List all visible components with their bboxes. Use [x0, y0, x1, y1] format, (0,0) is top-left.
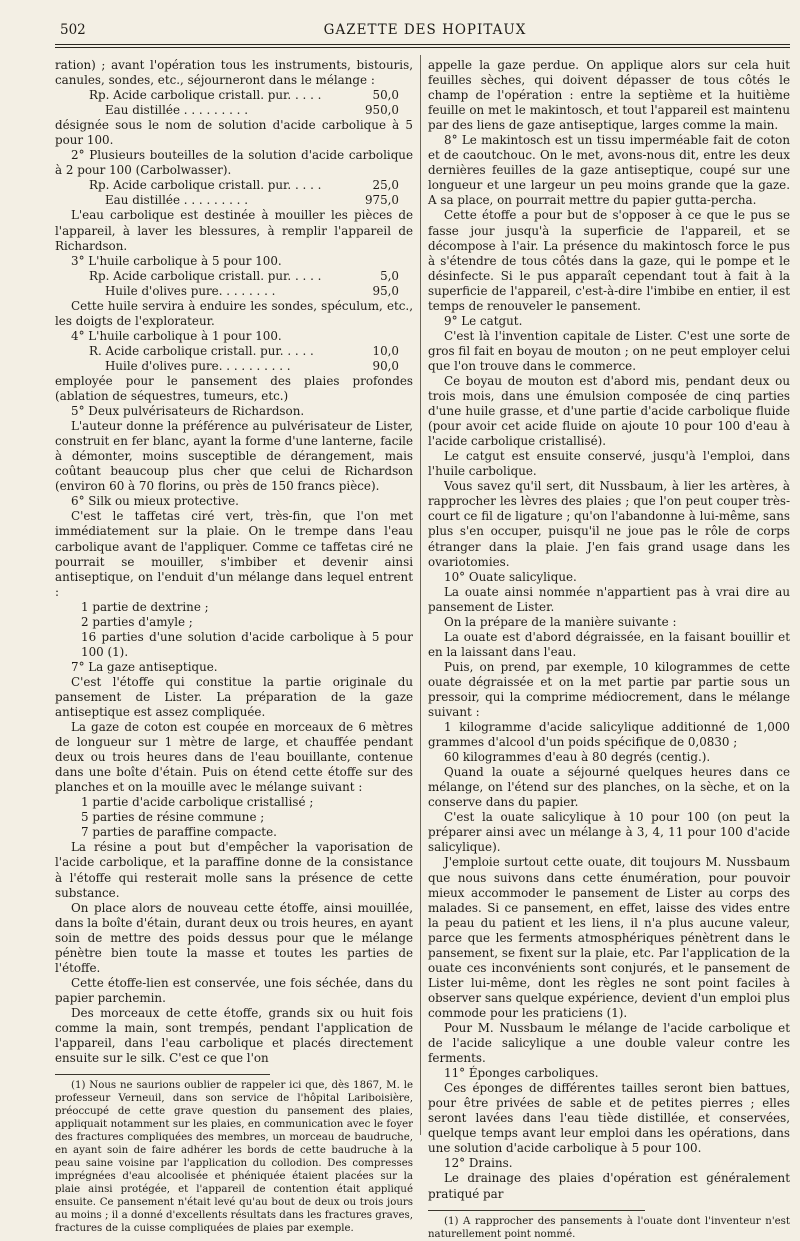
paragraph: 60 kilogrammes d'eau à 80 degrés (centig.). [444, 750, 711, 765]
formula-ingredient: Huile d'olives pure. . . . . . . . [105, 283, 276, 298]
paragraph: Le catgut est ensuite conservé, jusqu'à l'emploi, dans l'huile carbolique. [428, 449, 790, 479]
formula-ingredient: Eau distillée . . . . . . . . . [105, 103, 249, 118]
paragraph: Le drainage des plaies d'opération est généralement pratiqué par [428, 1171, 790, 1201]
left-footnote: (1) Nous ne saurions oublier de rappeler ici que, dès 1867, M. le professeur Verneuil, dans son service de l'hôpital Lariboisière, préoccupé de cette grave question du pansement des plaies, appliquait notamment sur les plaies, en communication avec le foyer des fractures compliquées des membres, un morceau de baudruche, en ayant soin de faire adhérer les bords de cette baudruche à la peau saine voisine par l'application du collodion. Des compresses imprégnées d'eau alcoolisée et phéniquée étaient placées sur la plaie ainsi protégée, et l'appareil de contention était appliqué ensuite. Ce pansement n'était levé qu'au bout de deux ou trois jours au moins ; il a donné d'excellents résultats dans les fractures graves, fractures de la cuisse compliquées de plaies par exemple. [55, 1080, 413, 1235]
paragraph: Quand la ouate a séjourné quelques heures dans ce mélange, on l'étend sur des planches, on la sèche, et on la conserve dans du papier. [428, 765, 790, 810]
paragraph: 10° Ouate salicylique. [444, 569, 577, 584]
formula-quantity: 5,0 [380, 268, 399, 283]
paragraph: Cette huile servira à enduire les sondes, spéculum, etc., les doigts de l'explorateur. [55, 298, 413, 328]
formula-quantity: 95,0 [372, 283, 399, 298]
header-rule-double [55, 47, 790, 48]
paragraph: C'est le taffetas ciré vert, très-fin, que l'on met immédiatement sur la plaie. On le trempe dans l'eau carbolique avant de l'appliquer. Comme ce taffetas ciré ne pourrait se mouiller, s'imbiber et devenir ainsi antiseptique, on l'enduit d'un mélange dans lequel entrent : [55, 509, 413, 599]
paragraph: C'est là l'invention capitale de Lister. C'est une sorte de gros fil fait en boyau de mouton ; on ne peut employer celui que l'on trouve dans le commerce. [428, 328, 790, 373]
formula-line [55, 88, 413, 103]
formula-quantity: 950,0 [364, 103, 399, 118]
formula-ingredient: Rp. Acide carbolique cristall. pur. . . . . [89, 178, 322, 193]
paragraph: On la prépare de la manière suivante : [444, 614, 677, 629]
formula-quantity: 10,0 [372, 343, 399, 358]
paragraph: 6° Silk ou mieux protective. [71, 494, 239, 509]
formula-quantity: 50,0 [372, 88, 399, 103]
paragraph: Vous savez qu'il sert, dit Nussbaum, à lier les artères, à rapprocher les lèvres des plaies ; que l'on peut couper très-court ce fil de ligature ; qu'on l'abandonne à lui-même, sans plus s'en occuper, puisqu'il ne joue pas le rôle de corps étranger dans la plaie. J'en fais grand usage dans les ovariotomies. [428, 479, 791, 569]
footnote-rule [55, 1074, 270, 1075]
paragraph: 3° L'huile carbolique à 5 pour 100. [71, 253, 282, 268]
left-column [55, 58, 413, 1235]
footnote-rule [428, 1210, 645, 1211]
paragraph: Des morceaux de cette étoffe, grands six ou huit fois comme la main, sont trempés, pendant l'application de l'appareil, dans l'eau carbolique et placés directement ensuite sur le silk. C'est ce que l'on [55, 1005, 413, 1066]
paragraph: ration) ; avant l'opération tous les instruments, bistouris, canules, sondes, etc., séjourneront dans le mélange : [55, 58, 413, 88]
list-item: 1 partie de dextrine ; [81, 599, 209, 614]
paragraph: 9° Le catgut. [444, 313, 523, 328]
paragraph: C'est l'étoffe qui constitue la partie originale du pansement de Lister. La préparation de la gaze antiseptique est assez compliquée. [55, 674, 413, 720]
formula-line [55, 178, 413, 193]
paragraph: L'eau carbolique est destinée à mouiller les pièces de l'appareil, à laver les blessures, à remplir l'appareil de Richardson. [55, 208, 413, 253]
paragraph: appelle la gaze perdue. On applique alors sur cela huit feuilles sèches, qui doivent dépasser de tous côtés le champ de l'opération : entre la septième et la huitième feuille on met le makintosch, et tout l'appareil est maintenu par des liens de gaze antiseptique, larges comme la main. [428, 58, 790, 133]
formula-quantity: 975,0 [364, 193, 399, 208]
paragraph: Ce boyau de mouton est d'abord mis, pendant deux ou trois mois, dans une émulsion composée de cinq parties d'une huile grasse, et d'une partie d'acide carbolique fluide (pour avoir cet acide fluide on ajoute 10 pour 100 d'eau à l'acide carbolique cristallisé). [428, 373, 790, 449]
formula-ingredient: R. Acide carbolique cristall. pur. . . . . [89, 343, 314, 358]
paragraph: On place alors de nouveau cette étoffe, ainsi mouillée, dans la boîte d'étain, durant deux ou trois heures, en ayant soin de mettre des poids dessus pour que le mélange pénètre bien toute la masse et toutes les parties de l'étoffe. [55, 900, 413, 975]
column-divider [420, 55, 421, 1135]
paragraph: 7° La gaze antiseptique. [71, 659, 218, 674]
page-number: 502 [60, 22, 86, 38]
left-column-body [55, 58, 413, 1066]
formula-line [55, 269, 413, 284]
list-item: 5 parties de résine commune ; [81, 810, 265, 825]
paragraph: Cette étoffe a pour but de s'opposer à ce que le pus se fasse jour jusqu'à la superficie de l'appareil, et se décompose à l'air. La présence du makintosch force le pus à s'étendre de tous côtés dans la gaze, qui le pompe et le désinfecte. Si le pus apparaît cependant tout à fait à la superficie de l'appareil, c'est-à-dire l'imbibe en entier, il est temps de renouveler le pansement. [428, 208, 790, 313]
paragraph: 5° Deux pulvérisateurs de Richardson. [71, 404, 305, 419]
paragraph: Ces éponges de différentes tailles seront bien battues, pour être privées de sable et de petites pierres ; elles seront lavées dans l'eau tiède distillée, et conservées, quelque temps avant leur emploi dans les opérations, dans une solution d'acide carbolique à 5 pour 100. [428, 1081, 790, 1156]
paragraph: 8° Le makintosch est un tissu imperméable fait de coton et de caoutchouc. On le met, avons-nous dit, entre les deux dernières feuilles de la gaze antiseptique, coupé sur une longueur et une largeur un peu moins grande que la gaze. A sa place, on pourrait mettre du papier gutta-percha. [428, 133, 790, 208]
paragraph: Puis, on prend, par exemple, 10 kilogrammes de cette ouate dégraissée et on la met partie par partie sous un pressoir, qui la comprime médiocrement, dans le mélange suivant : [428, 659, 790, 720]
formula-ingredient: Eau distillée . . . . . . . . . [105, 193, 249, 208]
page-header [60, 22, 790, 42]
paragraph: 4° L'huile carbolique à 1 pour 100. [71, 328, 282, 343]
paragraph: La gaze de coton est coupée en morceaux de 6 mètres de longueur sur 1 mètre de large, et chauffée pendant deux ou trois heures dans de l'eau bouillante, contenue dans une boîte d'étain. Puis on étend cette étoffe sur des planches et on la mouille avec le mélange suivant : [55, 720, 413, 795]
list-item: 2 parties d'amyle ; [81, 614, 193, 629]
paragraph: C'est la ouate salicylique à 10 pour 100 (on peut la préparer ainsi avec un mélange à 3, 4, 11 pour 100 d'acide salicylique). [428, 810, 790, 855]
paragraph: 1 kilogramme d'acide salicylique additionné de 1,000 grammes d'alcool d'un poids spécifique de 0,0830 ; [428, 720, 790, 750]
paragraph: 2° Plusieurs bouteilles de la solution d'acide carbolique à 2 pour 100 (Carbolwasser). [55, 148, 413, 178]
header-rule [55, 44, 790, 45]
formula-quantity: 90,0 [372, 358, 399, 373]
paragraph: désignée sous le nom de solution d'acide carbolique à 5 pour 100. [55, 118, 413, 148]
formula-ingredient: Rp. Acide carbolique cristall. pur. . . . . [89, 268, 322, 283]
paragraph: 11° Éponges carboliques. [444, 1066, 599, 1081]
formula-line [55, 284, 413, 299]
paragraph: Cette étoffe-lien est conservée, une fois séchée, dans du papier parchemin. [55, 975, 413, 1005]
journal-title: GAZETTE DES HOPITAUX [323, 22, 527, 38]
formula-ingredient: Huile d'olives pure. . . . . . . . . . [105, 358, 291, 373]
paragraph: 12° Drains. [444, 1156, 513, 1171]
paragraph: Pour M. Nussbaum le mélange de l'acide carbolique et de l'acide salicylique a une double valeur contre les ferments. [428, 1021, 790, 1066]
list-item: 16 parties d'une solution d'acide carbolique à 5 pour 100 (1). [81, 629, 413, 659]
formula-ingredient: Rp. Acide carbolique cristall. pur. . . . . [89, 88, 322, 103]
formula-line [55, 344, 413, 359]
formula-quantity: 25,0 [372, 178, 399, 193]
paragraph: employée pour le pansement des plaies profondes (ablation de séquestres, tumeurs, etc.) [55, 373, 413, 404]
right-column-body [428, 58, 790, 1202]
right-footnote: (1) A rapprocher des pansements à l'ouate dont l'inventeur n'est naturellement point nommé. [428, 1215, 790, 1240]
formula-line [55, 359, 413, 374]
paragraph: J'emploie surtout cette ouate, dit toujours M. Nussbaum que nous suivons dans cette énumération, pour pouvoir mieux accommoder le pansement de Lister au corps des malades. Si ce pansement, en effet, laisse des vides entre la peau du patient et les liens, il n'a plus aucune valeur, parce que les ferments atmosphériques pénètrent dans le pansement, se fixent sur la plaie, etc. Par l'application de la ouate ces inconvénients sont conjurés, et le pansement de Lister lui-même, dont les règles ne sont point faciles à observer sans quelque expérience, devient d'un emploi plus commode pour les praticiens (1). [428, 855, 790, 1020]
list-item: 7 parties de paraffine compacte. [81, 825, 277, 840]
paragraph: La ouate est d'abord dégraissée, en la faisant bouillir et en la laissant dans l'eau. [428, 629, 790, 659]
list-item: 1 partie d'acide carbolique cristallisé ; [81, 795, 314, 810]
paragraph: La résine a pout but d'empêcher la vaporisation de l'acide carbolique, et la paraffine donne de la consistance à l'étoffe qui resterait molle sans la présence de cette substance. [55, 840, 413, 900]
paragraph: L'auteur donne la préférence au pulvérisateur de Lister, construit en fer blanc, ayant la forme d'une lanterne, facile à démonter, moins susceptible de dérangement, mais coûtant beaucoup plus cher que celui de Richardson (environ 60 à 70 florins, ou près de 150 francs pièce). [55, 419, 413, 494]
right-column [428, 58, 791, 1240]
formula-line [55, 103, 413, 118]
paragraph: La ouate ainsi nommée n'appartient pas à vrai dire au pansement de Lister. [428, 584, 790, 614]
formula-line [55, 193, 413, 208]
